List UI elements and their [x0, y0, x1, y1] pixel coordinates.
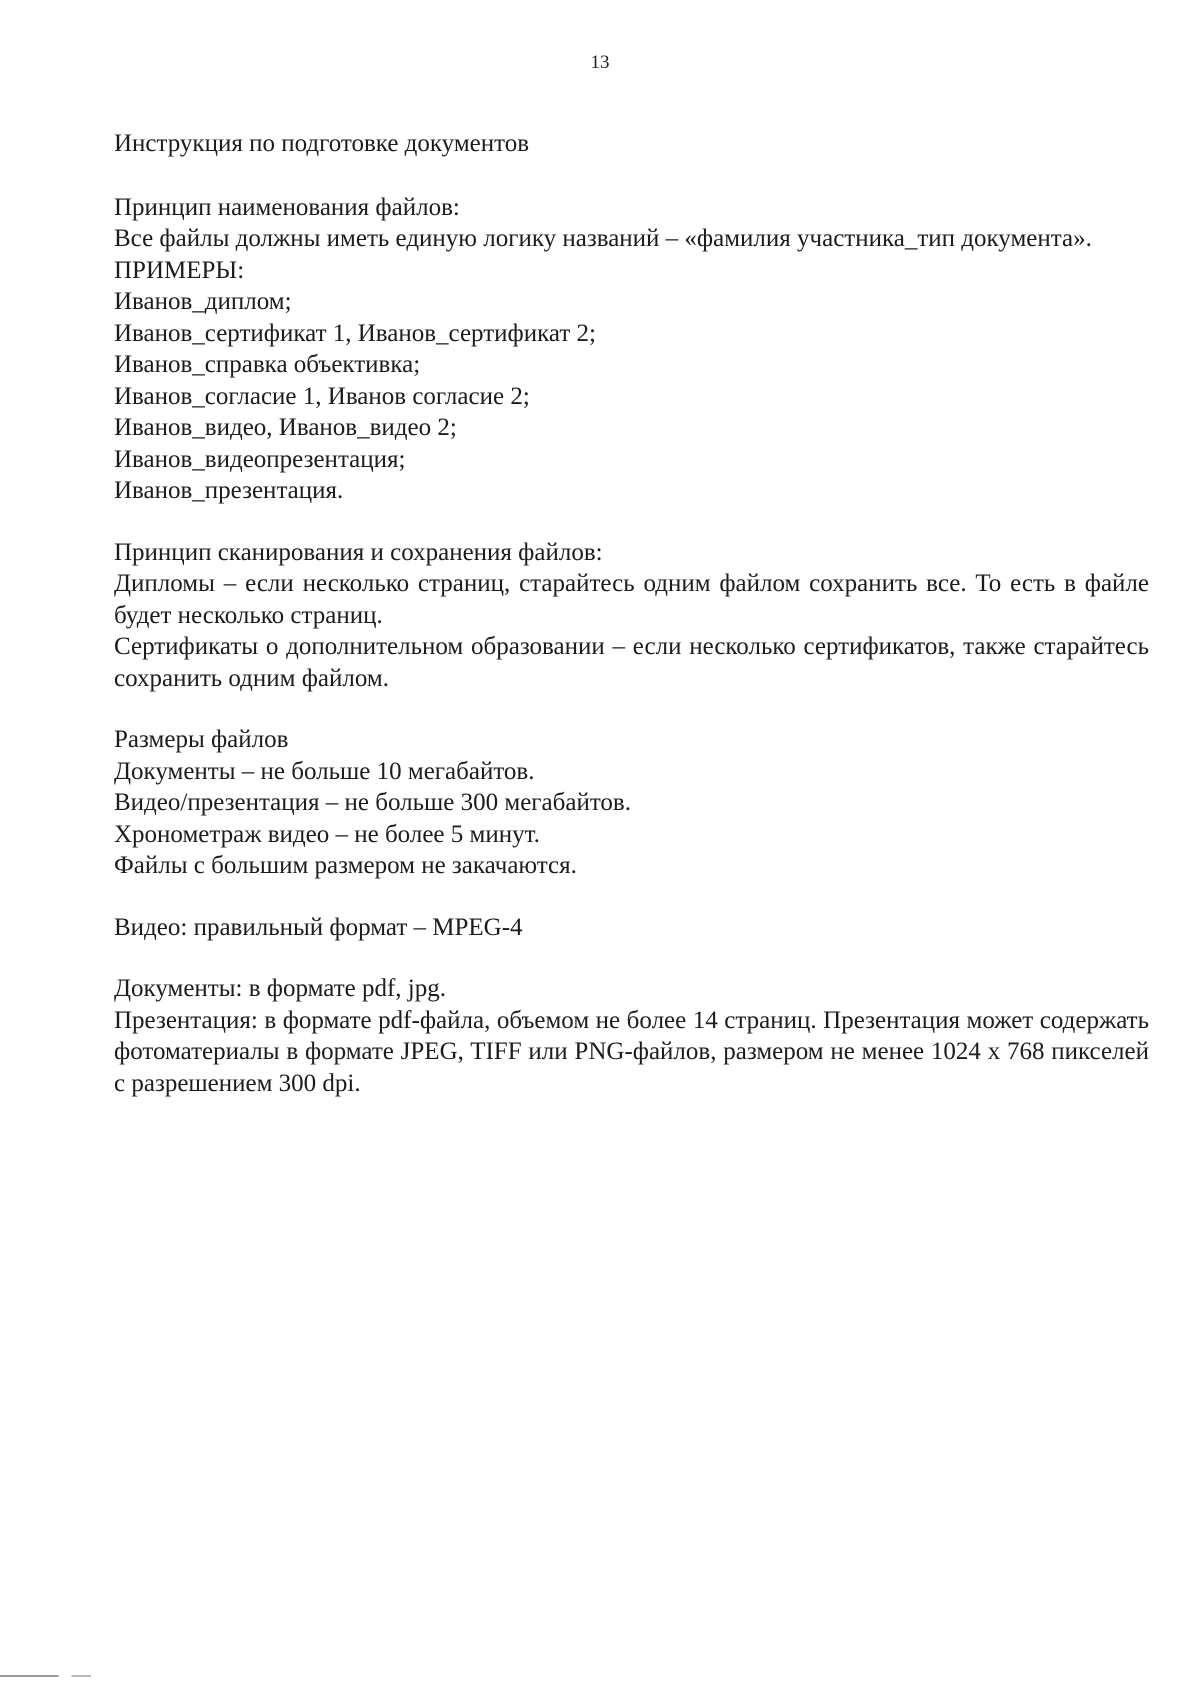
naming-description: Все файлы должны иметь единую логику названий – «фамилия участника_тип документа».	[114, 225, 1092, 252]
naming-heading: Принцип наименования файлов:	[114, 193, 460, 221]
scan-artifact-line	[0, 1675, 130, 1677]
scanning-heading: Принцип сканирования и сохранения файлов:	[114, 538, 603, 566]
example-item: Иванов_презентация.	[114, 477, 344, 504]
sizes-heading: Размеры файлов	[114, 726, 289, 753]
video-section	[114, 912, 1149, 944]
video-format: Видео: правильный формат – MPEG-4	[114, 913, 523, 941]
example-item: Иванов_видео, Иванов_видео 2;	[114, 414, 457, 441]
document-title: Инструкция по подготовке документов	[114, 130, 530, 157]
size-rule: Хронометраж видео – не более 5 минут.	[114, 820, 540, 848]
example-item: Иванов_сертификат 1, Иванов_сертификат 2;	[114, 319, 596, 347]
example-item: Иванов_диплом;	[114, 288, 292, 315]
naming-section	[114, 192, 1149, 507]
size-rule: Файлы с большим размером не закачаются.	[114, 852, 577, 879]
page-number: 13	[590, 52, 610, 73]
example-item: Иванов_согласие 1, Иванов согласие 2;	[114, 382, 530, 410]
scanning-diplomas: Дипломы – если несколько страниц, старайтесь одним файлом сохранить все. То есть в файле будет несколько страниц.	[114, 570, 1149, 629]
examples-heading: ПРИМЕРЫ:	[114, 256, 245, 284]
document-body	[114, 128, 1149, 1129]
sizes-section	[114, 724, 1149, 882]
presentation-requirements: Презентация: в формате pdf-файла, объемом не более 14 страниц. Презентация может содержать фотоматериалы в формате JPEG, TIFF или PNG-файлов, размером не менее 1024 х 768 пикселей с разрешением 300 dpi.	[114, 1006, 1149, 1097]
documents-format: Документы: в формате pdf, jpg.	[114, 975, 446, 1002]
documents-section	[114, 973, 1149, 1099]
size-rule: Документы – не больше 10 мегабайтов.	[114, 757, 535, 785]
example-item: Иванов_справка объективка;	[114, 351, 421, 378]
size-rule: Видео/презентация – не больше 300 мегабайтов.	[114, 789, 631, 816]
scanning-section	[114, 537, 1149, 695]
scanning-certificates: Сертификаты о дополнительном образовании – если несколько сертификатов, также старайтесь сохранить одним файлом.	[114, 633, 1149, 692]
example-item: Иванов_видеопрезентация;	[114, 445, 406, 473]
